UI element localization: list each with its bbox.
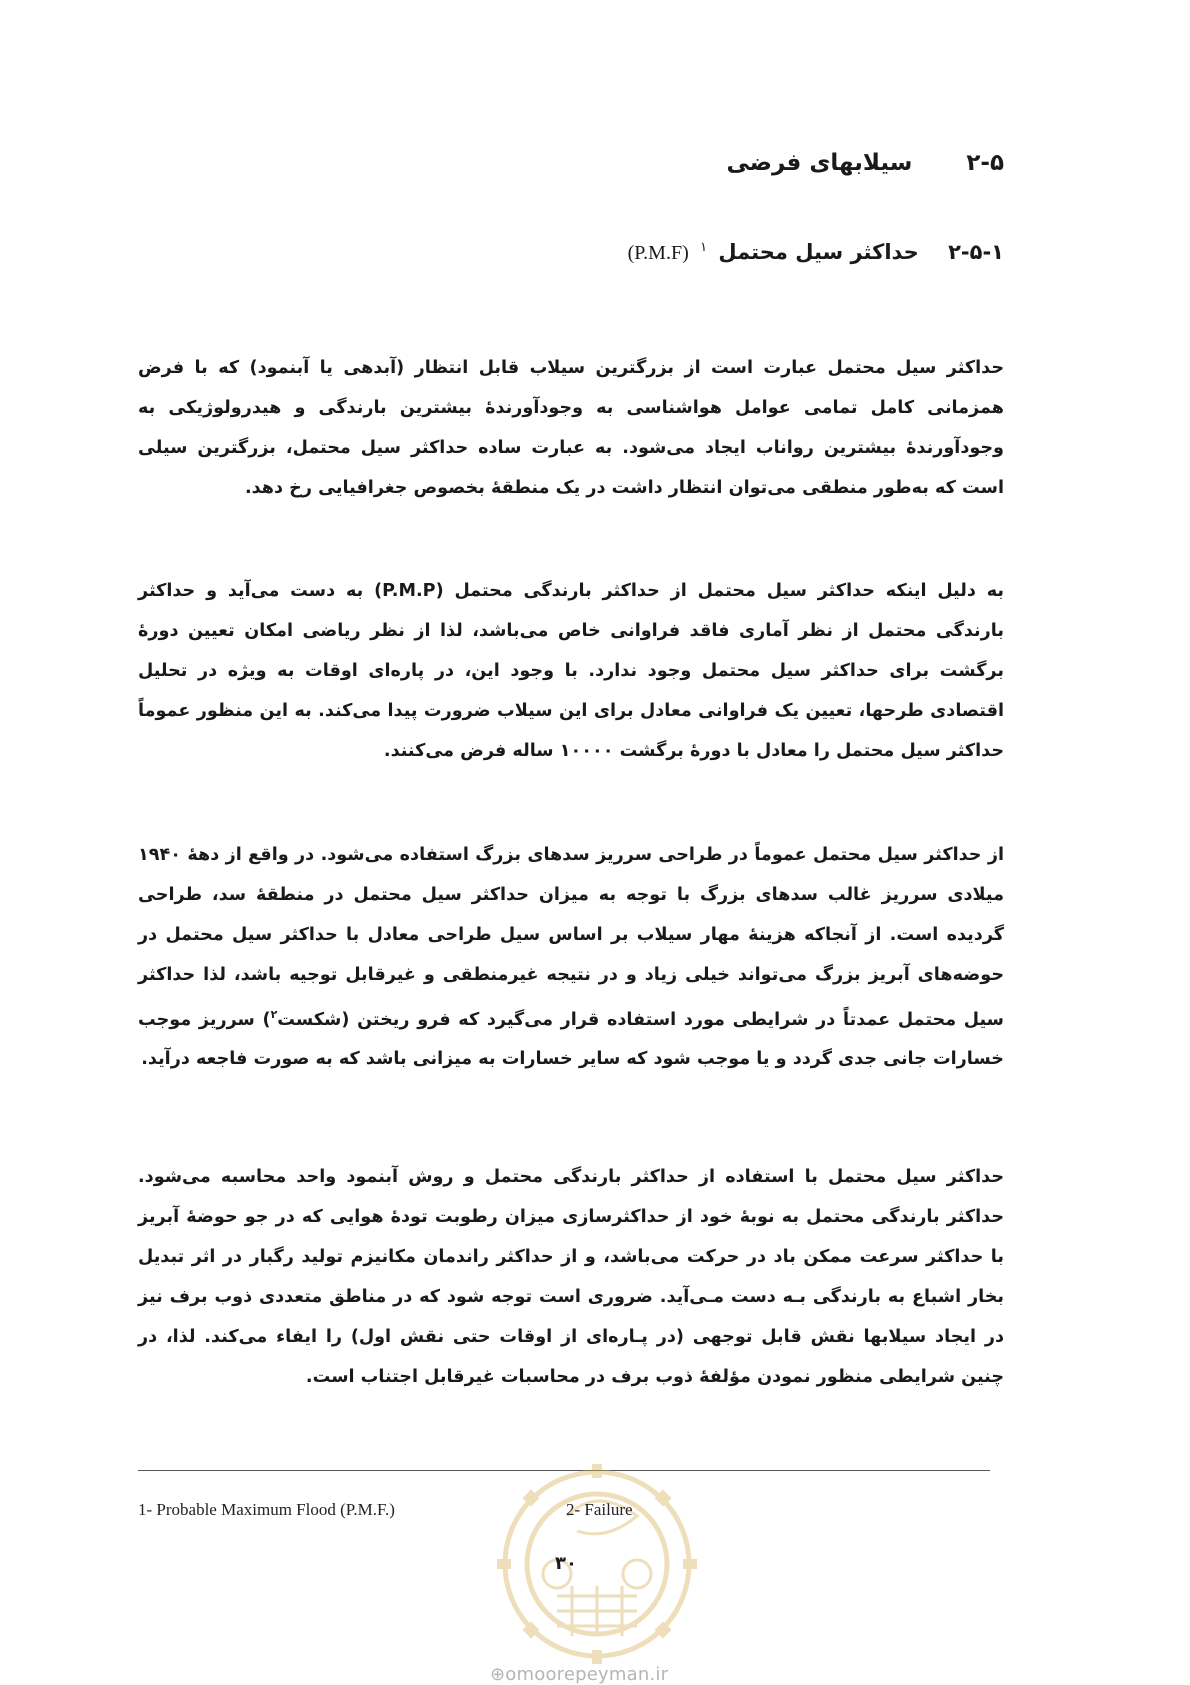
section-number: ۲-۵	[966, 150, 1004, 176]
footnote-marker: ۱	[700, 240, 708, 255]
paragraph-calculation-method: حداکثر سیل محتمل با استفاده از حداکثر بارندگی محتمل و روش آبنمود واحد محاسبه می‌شود. حداکثر بارندگی محتمل به نوبهٔ خود از حداکثرسازی میزان رطوبت تودهٔ هوایی که در جو حوضهٔ آبریز با حداکثر سرعت ممکن باد در حرکت می‌باشد، و از حداکثر راندمان مکانیزم تولید رگبار در اثر تبدیل بخار اشباع به بارندگی بـه دست مـی‌آید. ضروری است توجه شود که در مناطق متعددی ذوب برف نیز در ایجاد سیلابها نقش قابل توجهی (در پـاره‌ای از اوقات حتی نقش اول) را ایفاء می‌کند. لذا، در چنین شرایطی منظور نمودن مؤلفهٔ ذوب برف در محاسبات غیرقابل اجتناب است.	[138, 1166, 1004, 1387]
footnote-1: 1- Probable Maximum Flood (P.M.F.)	[138, 1500, 395, 1519]
paragraph-text: ) سرریز موجب خسارات جانی جدی گردد و یا موجب شود که سایر خسارات به میزانی باشد که به صورت فاجعه درآید.	[138, 1009, 1004, 1070]
watermark-logo	[487, 1446, 707, 1666]
footnote-2: 2- Failure	[566, 1500, 633, 1519]
page-number: ۳۰	[555, 1553, 577, 1574]
footnote-marker: ۲	[270, 1007, 278, 1021]
subsection-title: حداکثر سیل محتمل	[718, 240, 919, 264]
globe-icon: ⊕	[490, 1664, 506, 1685]
subsection-number: ۲-۵-۱	[948, 240, 1004, 264]
paragraph-definition: حداکثر سیل محتمل عبارت است از بزرگترین سیلاب قابل انتظار (آبدهی یا آبنمود) که با فرض همزمانی کامل تمامی عوامل هواشناسی به وجودآورندهٔ بیشترین بارندگی و هیدرولوژیکی به وجودآورندهٔ بیشترین رواناب ایجاد می‌شود. به عبارت ساده حداکثر سیل محتمل، بزرگترین سیلی است که به‌طور منطقی می‌توان انتظار داشت در یک منطقهٔ بخصوص جغرافیایی رخ دهد.	[138, 357, 1004, 498]
paragraph-text: از حداکثر سیل محتمل عموماً در طراحی سرریز سدهای بزرگ استفاده می‌شود. در واقع از دههٔ ۱۹۴۰ میلادی سرریز غالب سدهای بزرگ با توجه به میزان حداکثر سیل محتمل در منطقهٔ سد، طراحی گردیده است. از آنجاکه هزینهٔ مهار سیلاب بر اساس سیل طراحی معادل با حداکثر سیل محتمل در حوضه‌های آبریز بزرگ می‌تواند خیلی زیاد و در نتیجه غیرمنطقی و غیرقابل توجیه باشد، لذا حداکثر سیل محتمل عمدتاً در شرایطی مورد استفاده قرار می‌گیرد که فرو ریختن (شکست	[138, 844, 1004, 1030]
section-title: سیلابهای فرضی	[726, 150, 913, 176]
paragraph-return-period: به دلیل اینکه حداکثر سیل محتمل از حداکثر بارندگی محتمل (P.M.P) به دست می‌آید و حداکثر بارندگی محتمل از نظر آماری فاقد فراوانی خاص می‌باشد، لذا از نظر ریاضی امکان تعیین دورهٔ برگشت برای حداکثر سیل محتمل وجود ندارد. با وجود این، در پاره‌ای اوقات به ویژه در تحلیل اقتصادی طرحها، تعیین یک فراوانی معادل برای این سیلاب ضرورت پیدا می‌کند. به این منظور عموماً حداکثر سیل محتمل را معادل با دورهٔ برگشت ۱۰۰۰۰ ساله فرض می‌کنند.	[138, 580, 1004, 761]
watermark-url: ⊕omoorepeyman.ir	[490, 1664, 669, 1685]
subsection-abbreviation: (P.M.F)	[627, 242, 689, 264]
paragraph-spillway-design	[138, 835, 1004, 1080]
section-heading	[726, 150, 1004, 176]
subsection-heading	[628, 240, 1004, 265]
